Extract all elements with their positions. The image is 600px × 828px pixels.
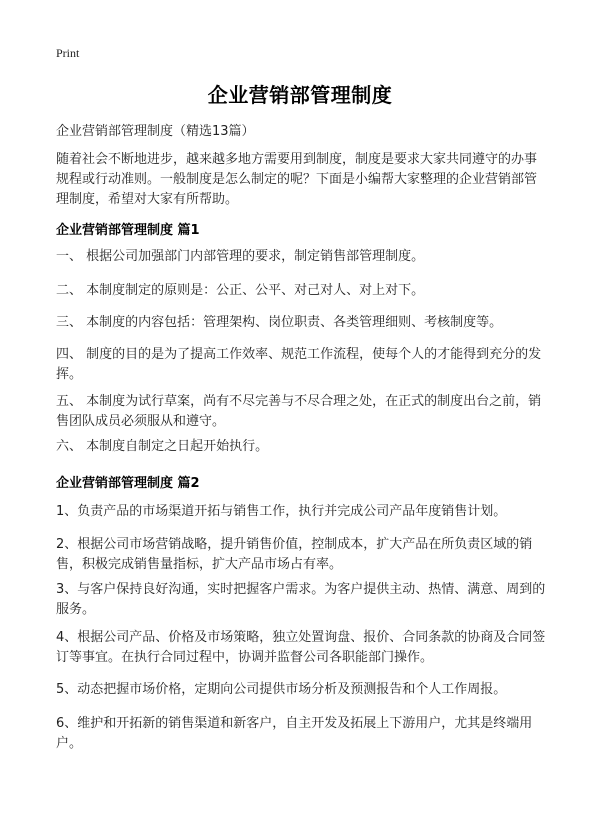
- list-item: 3、与客户保持良好沟通，实时把握客户需求。为客户提供主动、热情、满意、周到的服务。: [56, 582, 546, 617]
- list-item: 6、维护和开拓新的销售渠道和新客户，自主开发及拓展上下游用户，尤其是终端用户。: [56, 716, 533, 751]
- section-heading-2: 企业营销部管理制度 篇2: [56, 476, 200, 491]
- intro-paragraph: 随着社会不断地进步，越来越多地方需要用到制度，制度是要求大家共同遵守的办事规程或行动准则。一般制度是怎么制定的呢？下面是小编帮大家整理的企业营销部管理制度，希望对大家有所帮助。: [56, 152, 538, 207]
- list-item: 六、 本制度自制定之日起开始执行。: [56, 439, 269, 454]
- list-item: 2、根据公司市场营销战略，提升销售价值，控制成本，扩大产品在所负责区域的销售，积极完成销售量指标，扩大产品市场占有率。: [56, 537, 533, 572]
- list-item: 5、动态把握市场价格，定期向公司提供市场分析及预测报告和个人工作周报。: [56, 682, 507, 697]
- subtitle: 企业营销部管理制度（精选13篇）: [56, 124, 255, 139]
- list-item: 三、 本制度的内容包括：管理架构、岗位职责、各类管理细则、考核制度等。: [56, 315, 503, 330]
- page-title: 企业营销部管理制度: [207, 83, 393, 107]
- list-item: 二、 本制度制定的原则是：公正、公平、对己对人、对上对下。: [56, 283, 425, 298]
- list-item: 五、 本制度为试行草案，尚有不尽完善与不尽合理之处，在正式的制度出台之前，销售团队成员必须服从和遵守。: [56, 394, 542, 429]
- list-item: 四、 制度的目的是为了提高工作效率、规范工作流程，使每个人的才能得到充分的发挥。: [56, 347, 542, 382]
- print-label: Print: [56, 46, 80, 60]
- list-item: 一、 根据公司加强部门内部管理的要求，制定销售部管理制度。: [56, 249, 425, 264]
- list-item: 4、根据公司产品、价格及市场策略，独立处置询盘、报价、合同条款的协商及合同签订等事宜。在执行合同过程中，协调并监督公司各职能部门操作。: [56, 630, 546, 665]
- list-item: 1、负责产品的市场渠道开拓与销售工作，执行并完成公司产品年度销售计划。: [56, 504, 507, 519]
- section-heading-1: 企业营销部管理制度 篇1: [56, 223, 200, 238]
